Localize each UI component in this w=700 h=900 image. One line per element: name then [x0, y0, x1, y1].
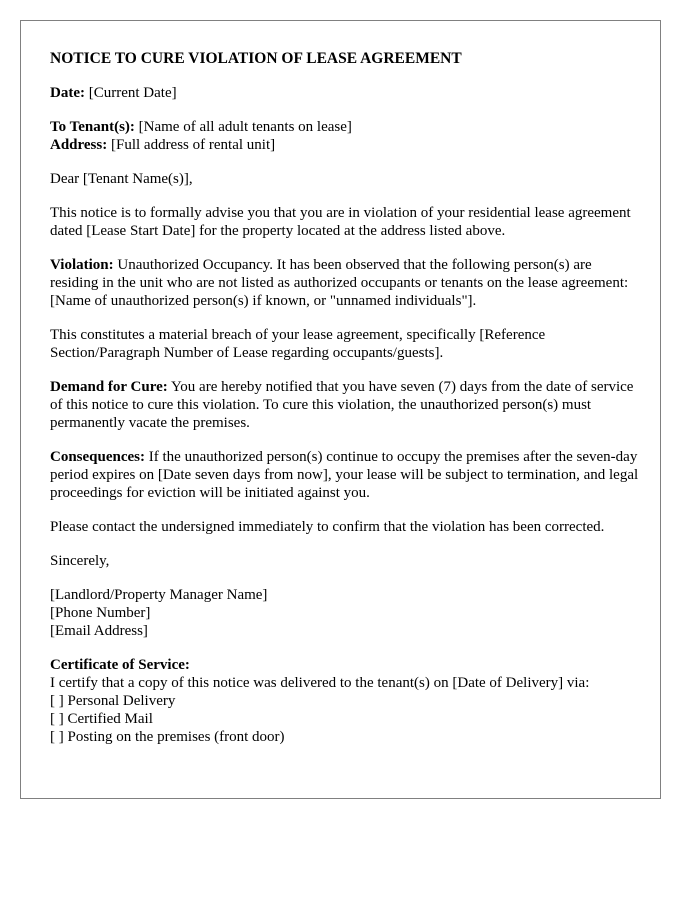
demand-paragraph — [50, 378, 640, 432]
consequences-text: If the unauthorized person(s) continue to occupy the premises after the seven-day period expires on [Date seven days from now], your lease will be subject to termination, and legal proceedings for eviction will be initiated against you. — [50, 449, 639, 501]
intro-paragraph: This notice is to formally advise you that you are in violation of your residential lease agreement dated [Lease Start Date] for the property located at the address listed above. — [50, 205, 631, 239]
signature-email: [Email Address] — [50, 623, 148, 639]
certificate-statement: I certify that a copy of this notice was delivered to the tenant(s) on [Date of Delivery] via: — [50, 675, 590, 691]
tenant-label: To Tenant(s): — [50, 119, 135, 135]
document-page — [20, 20, 661, 799]
tenant-value: [Name of all adult tenants on lease] — [134, 119, 352, 135]
violation-text: Unauthorized Occupancy. It has been observed that the following person(s) are residing in the unit who are not listed as authorized occupants or tenants on the lease agreement: [Name of unauthorized person(s) if known, or "unnamed individuals"]. — [50, 257, 629, 309]
notice-body — [50, 49, 640, 746]
certificate-block — [50, 656, 640, 746]
contact-paragraph: Please contact the undersigned immediately to confirm that the violation has been corrected. — [50, 519, 605, 535]
tenant-line — [50, 118, 640, 136]
signature-name: [Landlord/Property Manager Name] — [50, 587, 268, 603]
consequences-label: Consequences: — [50, 449, 146, 465]
violation-label: Violation: — [50, 257, 114, 273]
demand-text: You are hereby notified that you have seven (7) days from the date of service of this notice to cure this violation. To cure this violation, the unauthorized person(s) must permanently vacate the premises. — [50, 379, 634, 431]
signature-phone: [Phone Number] — [50, 605, 151, 621]
delivery-option-posting: [ ] Posting on the premises (front door) — [50, 729, 285, 745]
notice-title: NOTICE TO CURE VIOLATION OF LEASE AGREEMENT — [50, 50, 462, 67]
certificate-heading: Certificate of Service: — [50, 657, 190, 673]
address-line — [50, 136, 640, 154]
closing: Sincerely, — [50, 553, 110, 569]
delivery-option-certified-mail: [ ] Certified Mail — [50, 711, 153, 727]
delivery-option-personal: [ ] Personal Delivery — [50, 693, 176, 709]
signature-block — [50, 586, 640, 640]
consequences-paragraph — [50, 448, 640, 502]
tenant-address-block — [50, 118, 640, 154]
salutation: Dear [Tenant Name(s)], — [50, 171, 193, 187]
date-line — [50, 84, 640, 102]
address-value: [Full address of rental unit] — [107, 137, 276, 153]
date-label: Date: — [50, 85, 85, 101]
date-value: [Current Date] — [84, 85, 177, 101]
demand-label: Demand for Cure: — [50, 379, 168, 395]
address-label: Address: — [50, 137, 108, 153]
violation-paragraph — [50, 256, 640, 310]
breach-paragraph: This constitutes a material breach of your lease agreement, specifically [Reference Section/Paragraph Number of Lease regarding occupants/guests]. — [50, 327, 546, 361]
